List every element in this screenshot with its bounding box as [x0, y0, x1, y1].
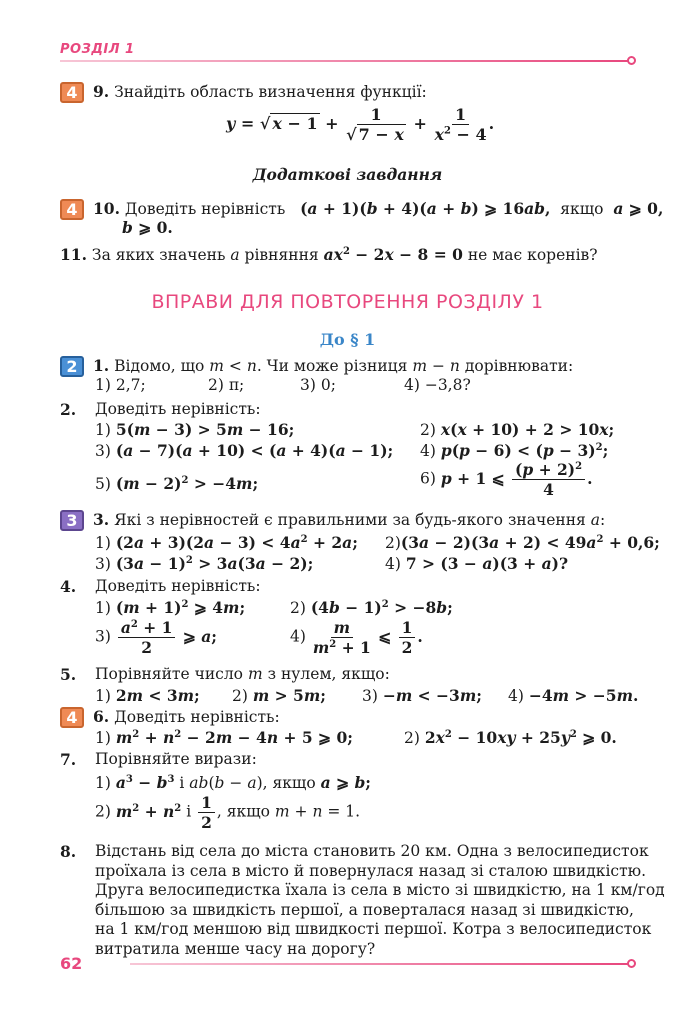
task-text: не має коренів? — [467, 246, 598, 264]
formula-9: y = √ x − 1 + $\frac{1}{√ 7 - x}$ + $\frac{1}{x^2 - 4}$ . — [226, 105, 495, 144]
ineq-4-2: 2) $(4b - 1)^2 > -8b$; — [290, 598, 453, 617]
word-and: і — [186, 802, 192, 821]
task-number: 9. — [93, 82, 110, 101]
section-label: РОЗДІЛ 1 — [60, 42, 135, 57]
task-text: Доведіть нерівність: — [114, 708, 280, 726]
option-3: 3) 0; — [300, 376, 336, 394]
ineq-2-5: 5) $(m - 2)^2 > -4m$; — [95, 474, 259, 493]
exercise-2 — [60, 400, 76, 419]
review-title: ВПРАВИ ДЛЯ ПОВТОРЕННЯ РОЗДІЛУ 1 — [151, 291, 544, 313]
task-text: Знайдіть область визначення функції: — [114, 83, 427, 101]
ineq-3-3: 3) $(3a - 1)^2 > 3a(3a - 2)$; — [95, 554, 314, 573]
compare-7-1: 1) $a^3 - b^3$ і ab(b − a), якщо a ⩾ b; — [95, 773, 372, 792]
level-badge: 4 — [60, 82, 84, 103]
level-badge: 4 — [60, 199, 84, 220]
text-line: проїхала із села в місто й повернулася назад зі сталою швидкістю. — [95, 861, 647, 880]
compare-7-2: 2) $m^2 + n^2$ і $\frac{1}{2}$ , якщо m + n = 1. — [95, 793, 361, 832]
ineq-2-4: 4) $p(p - 6) < (p - 3)^2$; — [420, 441, 609, 460]
task-10 — [93, 199, 663, 218]
exercise-4 — [60, 577, 76, 596]
task-number: 3. — [93, 510, 110, 529]
word-if: якщо — [272, 774, 316, 792]
ineq-4-4: 4) $\frac{m}{m^2 + 1}$ ⩽ $\frac{1}{2}$ . — [290, 618, 423, 657]
cond-5-3: 3) −m < −3m; — [362, 686, 482, 705]
cond-5-4: 4) −4m > −5m. — [508, 686, 639, 705]
text-line: Друга велосипедистка їхала із села в місто зі швидкістю, на 1 км/год — [95, 881, 665, 899]
level-badge: 4 — [60, 707, 84, 728]
header-rule — [60, 60, 628, 62]
task-text: Порівняйте число — [95, 665, 244, 683]
task-text: Відомо, що — [114, 357, 205, 375]
ineq-2-2: 2) x(x + 10) + 2 > 10x; — [420, 420, 615, 439]
task-text: . Чи може різниця — [256, 357, 408, 375]
exercise-5-text: Порівняйте число m з нулем, якщо: — [95, 665, 390, 683]
task-number: 7. — [60, 750, 77, 769]
word-if: якщо — [226, 802, 270, 821]
level-badge: 3 — [60, 510, 84, 531]
option-2: 2) π; — [208, 376, 245, 394]
task-text: За яких значень — [91, 246, 226, 264]
task-number: 8. — [60, 842, 77, 861]
ineq-4-1: 1) $(m + 1)^2$ ⩾ 4m; — [95, 598, 246, 617]
task-number: 5. — [60, 665, 77, 684]
exercise-2-text: Доведіть нерівність: — [95, 400, 261, 418]
cond-5-2: 2) m > 5m; — [232, 686, 326, 705]
task-11: 11. За яких значень a рівняння $ax^2 - 2x - 8 = 0$ не має коренів? — [60, 245, 598, 264]
page-number: 62 — [60, 954, 83, 973]
text-line: на 1 км/год меншою від швидкості першої. Котра з велосипедисток — [95, 920, 652, 938]
task-number: 11. — [60, 245, 87, 264]
option-4: 4) −3,8? — [404, 376, 471, 394]
text-line: більшою за швидкість першої, а поверталася назад зі швидкістю, — [95, 900, 634, 919]
task-number: 1. — [93, 356, 110, 375]
ineq-2-6: 6) p + 1 ⩽ $\frac{(p + 2)^2}{4}$ . — [420, 460, 593, 499]
cond-5-1: 1) 2m < 3m; — [95, 686, 200, 705]
task-number: 10. — [93, 199, 120, 218]
formula-inline: a ⩾ 0, — [613, 199, 664, 218]
task-number: 4. — [60, 577, 77, 596]
exercise-3: 3. Які з нерівностей є правильними за будь-якого значення a: — [93, 510, 606, 529]
exercise-7-text: Порівняйте вирази: — [95, 750, 257, 768]
option-1: 1) 2,7; — [95, 376, 146, 394]
task-text: дорівнювати: — [464, 357, 574, 375]
extra-tasks-title: Додаткові завдання — [252, 165, 443, 184]
task-text: Доведіть нерівність — [124, 200, 286, 218]
ineq-2-3: 3) (a − 7)(a + 10) < (a + 4)(a − 1); — [95, 441, 394, 460]
task-text: Які з нерівностей є правильними за будь-якого значення — [114, 511, 586, 529]
task-text: рівняння — [244, 246, 319, 264]
ineq-2-1: 1) 5(m − 3) > 5m − 16; — [95, 420, 295, 439]
ineq-3-4: 4) 7 > (3 − a)(3 + a)? — [385, 554, 569, 573]
exercise-8 — [60, 842, 76, 861]
footer-rule-dot — [627, 959, 636, 968]
footer-rule — [130, 963, 628, 965]
text-line: витратила менше часу на дорогу? — [95, 939, 376, 958]
exercise-5 — [60, 665, 76, 684]
task-10-cont: b ⩾ 0. — [122, 218, 173, 237]
ineq-3-1: 1) $(2a + 3)(2a - 3) < 4a^2 + 2a$; — [95, 533, 358, 552]
ineq-3-2: $2)(3a - 2)(3a + 2) < 49a^2 + 0,6$; — [385, 533, 660, 552]
header-rule-dot — [627, 56, 636, 65]
exercise-7 — [60, 750, 76, 769]
exercise-1: 1. Відомо, що m < n. Чи може різниця m − n дорівнювати: — [93, 356, 574, 375]
task-text: якщо — [560, 200, 604, 218]
formula-inline: (a + 1)(b + 4)(a + b) ⩾ 16ab, — [300, 199, 551, 218]
task-text: з нулем, якщо: — [267, 665, 390, 683]
task-number: 6. — [93, 707, 110, 726]
review-subtitle: До § 1 — [319, 330, 376, 349]
ineq-6-1: 1) $m^2 + n^2 - 2m - 4n + 5$ ⩾ 0; — [95, 728, 353, 747]
task-number: 2. — [60, 400, 77, 419]
word-and: і — [179, 774, 185, 792]
text-line: Відстань від села до міста становить 20 км. Одна з велосипедисток — [95, 842, 649, 860]
task-9 — [93, 82, 427, 101]
exercise-8-text — [95, 842, 665, 959]
ineq-6-2: 2) $2x^2 - 10xy + 25y^2$ ⩾ 0. — [404, 728, 617, 747]
ineq-4-3: 3) $\frac{a^2 + 1}{2}$ ⩾ a; — [95, 618, 217, 657]
exercise-4-text: Доведіть нерівність: — [95, 577, 261, 595]
level-badge: 2 — [60, 356, 84, 377]
exercise-6 — [93, 707, 280, 726]
